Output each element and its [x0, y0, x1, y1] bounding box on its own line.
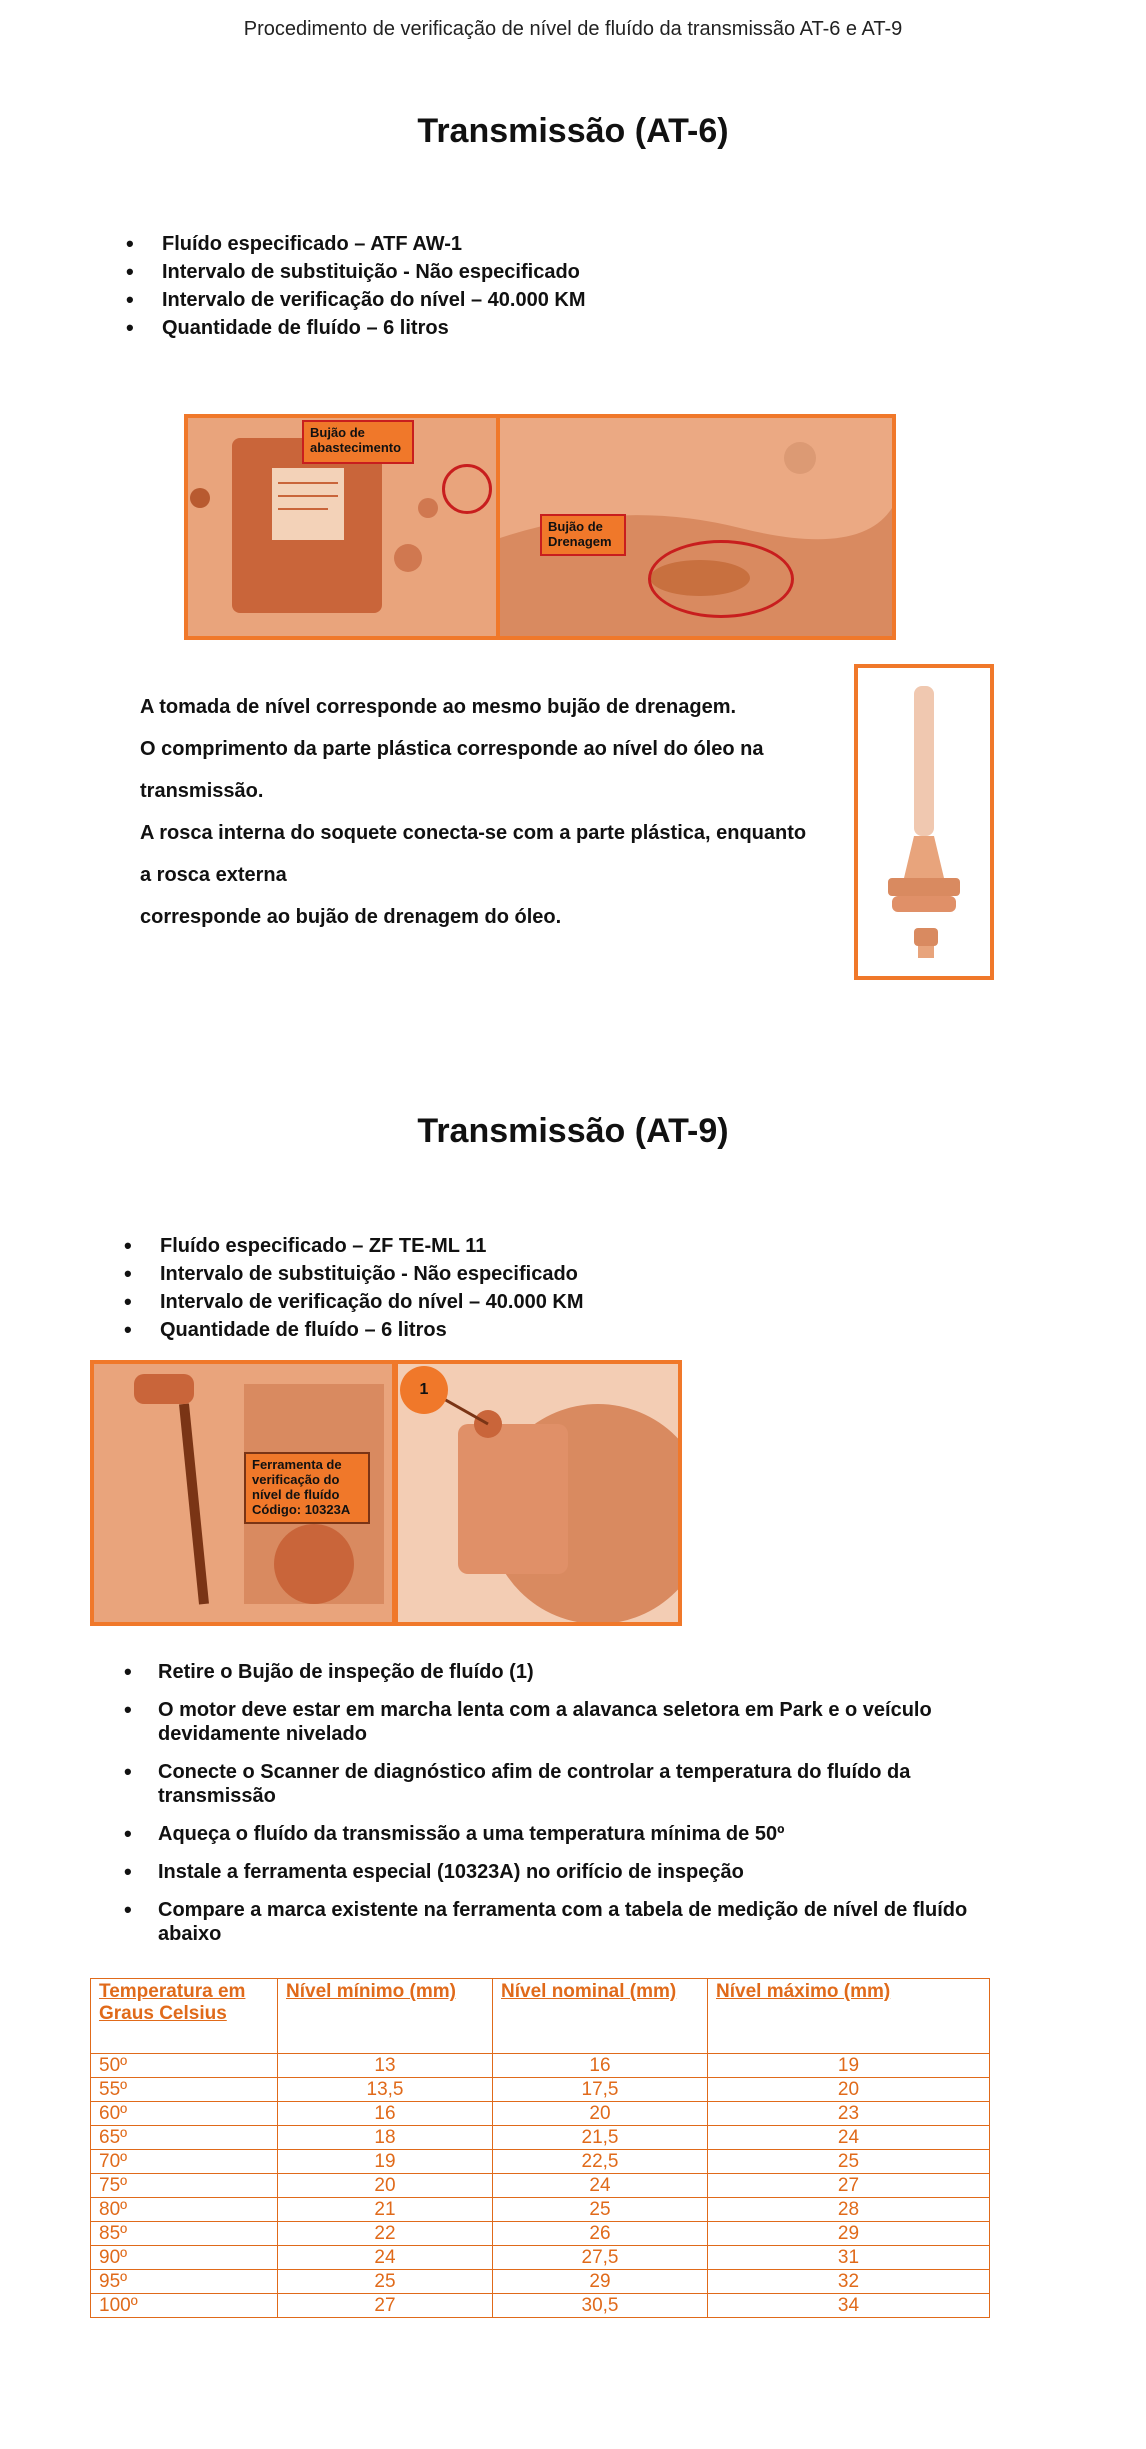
cell-temperature: 90º — [91, 2246, 278, 2270]
at9-spec-item: • Fluído especificado – ZF TE-ML 11 — [124, 1232, 584, 1260]
at6-spec-list — [126, 230, 586, 342]
cell-temperature: 70º — [91, 2150, 278, 2174]
cell-temperature: 60º — [91, 2102, 278, 2126]
step-item: • Retire o Bujão de inspeção de fluído (1) — [124, 1660, 1004, 1684]
table-row — [91, 2270, 990, 2294]
at9-heading: Transmissão (AT-9) — [417, 1112, 729, 1150]
description-line: corresponde ao bujão de drenagem do óleo. — [140, 906, 562, 928]
cell-min: 13 — [278, 2054, 493, 2078]
cell-min: 21 — [278, 2198, 493, 2222]
step-item: • O motor deve estar em marcha lenta com a alavanca seletora em Park e o veículo devidamente nivelado — [124, 1698, 1004, 1746]
cell-temperature: 85º — [91, 2222, 278, 2246]
cell-temperature: 100º — [91, 2294, 278, 2318]
table-row — [91, 2222, 990, 2246]
step-item: • Instale a ferramenta especial (10323A) no orifício de inspeção — [124, 1860, 1004, 1884]
column-header-temperature: Temperatura em Graus Celsius — [91, 1979, 278, 2054]
cell-nominal: 26 — [493, 2222, 708, 2246]
cell-nominal: 16 — [493, 2054, 708, 2078]
at6-spec-item: • Quantidade de fluído – 6 litros — [126, 314, 586, 342]
cell-max: 24 — [708, 2126, 990, 2150]
cell-max: 32 — [708, 2270, 990, 2294]
at6-spec-item: • Intervalo de verificação do nível – 40.000 KM — [126, 286, 586, 314]
column-header-min-level: Nível mínimo (mm) — [278, 1979, 493, 2054]
table-row — [91, 2198, 990, 2222]
table-row — [91, 2102, 990, 2126]
cell-max: 28 — [708, 2198, 990, 2222]
cell-temperature: 65º — [91, 2126, 278, 2150]
drain-plug-marker — [648, 540, 794, 618]
cell-nominal: 25 — [493, 2198, 708, 2222]
fluid-level-table — [90, 1978, 990, 2318]
cell-nominal: 27,5 — [493, 2246, 708, 2270]
fill-plug-marker — [442, 464, 492, 514]
cell-max: 23 — [708, 2102, 990, 2126]
inspection-plug-marker: 1 — [400, 1366, 448, 1414]
at6-dipstick-photo — [854, 664, 994, 980]
cell-max: 34 — [708, 2294, 990, 2318]
cell-min: 13,5 — [278, 2078, 493, 2102]
fill-plug-callout: Bujão de abastecimento — [302, 420, 414, 464]
cell-max: 20 — [708, 2078, 990, 2102]
cell-nominal: 21,5 — [493, 2126, 708, 2150]
table-row — [91, 2150, 990, 2174]
cell-min: 27 — [278, 2294, 493, 2318]
cell-min: 16 — [278, 2102, 493, 2126]
step-item: • Aqueça o fluído da transmissão a uma temperatura mínima de 50º — [124, 1822, 1004, 1846]
table-row — [91, 2246, 990, 2270]
description-line: A rosca interna do soquete conecta-se com a parte plástica, enquanto — [140, 822, 807, 844]
description-line: O comprimento da parte plástica corresponde ao nível do óleo na — [140, 738, 764, 760]
at9-spec-item: • Intervalo de substituição - Não especificado — [124, 1260, 584, 1288]
at6-heading: Transmissão (AT-6) — [417, 112, 729, 150]
cell-min: 19 — [278, 2150, 493, 2174]
cell-temperature: 95º — [91, 2270, 278, 2294]
cell-min: 25 — [278, 2270, 493, 2294]
cell-nominal: 30,5 — [493, 2294, 708, 2318]
at6-description — [140, 686, 860, 938]
step-item: • Conecte o Scanner de diagnóstico afim de controlar a temperatura do fluído da transmissão — [124, 1760, 1004, 1808]
description-line: A tomada de nível corresponde ao mesmo bujão de drenagem. — [140, 696, 737, 718]
dipstick-illustration — [858, 668, 990, 976]
table-row — [91, 2054, 990, 2078]
cell-max: 27 — [708, 2174, 990, 2198]
cell-temperature: 75º — [91, 2174, 278, 2198]
description-line: a rosca externa — [140, 864, 287, 886]
cell-nominal: 29 — [493, 2270, 708, 2294]
tool-callout: Ferramenta de verificação do nível de fluído Código: 10323A — [244, 1452, 370, 1524]
cell-min: 18 — [278, 2126, 493, 2150]
description-line: transmissão. — [140, 780, 264, 802]
table-row — [91, 2078, 990, 2102]
at6-spec-item: • Intervalo de substituição - Não especificado — [126, 258, 586, 286]
at9-steps-list — [124, 1660, 1004, 1960]
cell-min: 24 — [278, 2246, 493, 2270]
cell-max: 19 — [708, 2054, 990, 2078]
cell-max: 25 — [708, 2150, 990, 2174]
step-item: • Compare a marca existente na ferramenta com a tabela de medição de nível de fluído abaixo — [124, 1898, 1004, 1946]
cell-min: 20 — [278, 2174, 493, 2198]
at9-spec-item: • Intervalo de verificação do nível – 40.000 KM — [124, 1288, 584, 1316]
cell-temperature: 50º — [91, 2054, 278, 2078]
cell-max: 31 — [708, 2246, 990, 2270]
cell-nominal: 22,5 — [493, 2150, 708, 2174]
cell-temperature: 55º — [91, 2078, 278, 2102]
cell-temperature: 80º — [91, 2198, 278, 2222]
cell-nominal: 17,5 — [493, 2078, 708, 2102]
cell-max: 29 — [708, 2222, 990, 2246]
drain-plug-callout: Bujão de Drenagem — [540, 514, 626, 556]
table-row — [91, 2174, 990, 2198]
at6-spec-item: • Fluído especificado – ATF AW-1 — [126, 230, 586, 258]
table-row — [91, 2294, 990, 2318]
column-header-nominal-level: Nível nominal (mm) — [493, 1979, 708, 2054]
table-row — [91, 2126, 990, 2150]
document-header: Procedimento de verificação de nível de fluído da transmissão AT-6 e AT-9 — [243, 18, 903, 40]
column-header-max-level: Nível máximo (mm) — [708, 1979, 990, 2054]
cell-min: 22 — [278, 2222, 493, 2246]
cell-nominal: 24 — [493, 2174, 708, 2198]
at9-spec-list — [124, 1232, 584, 1344]
table-header-row — [91, 1979, 990, 2054]
cell-nominal: 20 — [493, 2102, 708, 2126]
at9-spec-item: • Quantidade de fluído – 6 litros — [124, 1316, 584, 1344]
